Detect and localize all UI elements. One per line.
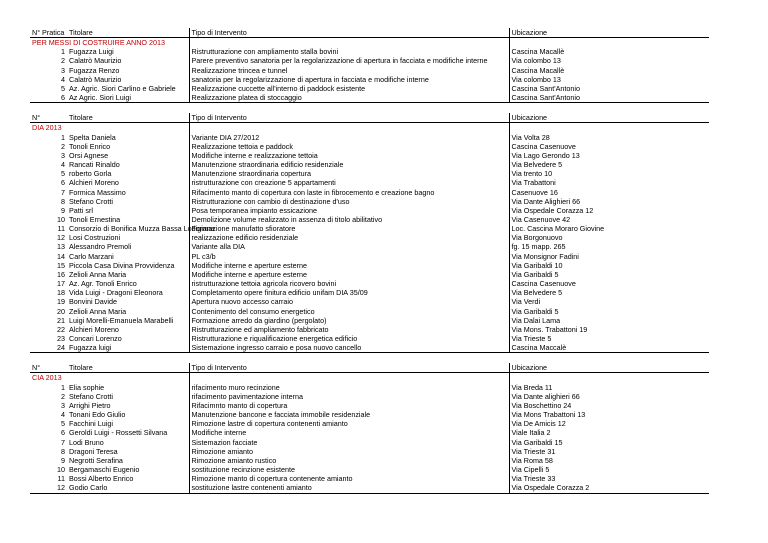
section-1 xyxy=(30,113,709,353)
row-number[interactable]: 7 xyxy=(61,437,65,447)
table-row xyxy=(30,215,709,224)
ubicazione-cell[interactable]: Via Dante Alighieri 66 xyxy=(509,197,709,206)
ubicazione-cell[interactable]: Via Garibaldi 15 xyxy=(509,438,709,447)
intervento-cell[interactable]: Sistemazion facciate xyxy=(189,438,509,447)
intervento-cell[interactable]: Posa temporanea impianto essicazione xyxy=(189,206,509,215)
spreadsheet xyxy=(30,28,709,494)
intervento-cell[interactable]: Variante DIA 27/2012 xyxy=(189,133,509,142)
header-cell: N° xyxy=(30,363,67,373)
titolare-cell[interactable]: Elia sophie xyxy=(69,382,105,392)
table-2 xyxy=(30,363,709,492)
intervento-cell[interactable]: rifacimento pavimentazione interna xyxy=(189,392,509,401)
ubicazione-cell[interactable]: Via Belvedere 5 xyxy=(509,160,709,169)
intervento-cell[interactable]: Manutenzione bancone e facciata immobile residenziale xyxy=(189,410,509,419)
header-cell: Tipo di Intervento xyxy=(189,28,509,38)
empty-cell xyxy=(509,123,709,133)
intervento-cell[interactable]: Ristrutturazione ed ampliamento fabbricato xyxy=(189,325,509,334)
table-row xyxy=(30,474,709,483)
table-row xyxy=(30,419,709,428)
intervento-cell[interactable]: sanatoria per la regolarizzazione di apertura in facciata e modifiche interne xyxy=(189,75,509,84)
intervento-cell[interactable]: Rimozione lastre di copertura contenenti amianto xyxy=(189,419,509,428)
ubicazione-cell[interactable]: Cascina Maccalè xyxy=(509,343,709,352)
row-number[interactable]: 12 xyxy=(57,233,65,243)
empty-cell xyxy=(509,373,709,383)
table-row xyxy=(30,383,709,392)
row-number[interactable]: 5 xyxy=(61,169,65,179)
row-number[interactable]: 23 xyxy=(57,334,65,343)
row-number[interactable]: 4 xyxy=(61,410,65,420)
titolare-cell[interactable]: Orsi Agnese xyxy=(69,150,109,160)
row-number[interactable]: 5 xyxy=(61,83,65,93)
intervento-cell[interactable]: sostituzione lastre contenenti amianto xyxy=(189,483,509,492)
titolare-cell[interactable]: Concari Lorenzo xyxy=(69,334,122,343)
intervento-cell[interactable]: ristrutturazione con creazione 5 appartamenti xyxy=(189,178,509,187)
titolare-cell[interactable]: Alchieri Moreno xyxy=(69,178,119,188)
titolare-cell[interactable]: roberto Gorla xyxy=(69,169,112,179)
titolare-cell[interactable]: Lodi Bruno xyxy=(69,437,104,447)
header-cell: N° Pratica xyxy=(30,28,67,38)
titolare-cell[interactable]: Az Agric. Siori Luigi xyxy=(69,93,131,103)
table-row xyxy=(30,307,709,316)
intervento-cell[interactable]: PL c3/b xyxy=(189,252,509,261)
row-number[interactable]: 3 xyxy=(61,400,65,410)
table-row xyxy=(30,270,709,279)
titolare-cell[interactable]: Losi Costruzioni xyxy=(69,233,121,243)
intervento-cell[interactable]: Ristrutturazione e riqualificazione energetica edificio xyxy=(189,334,509,343)
table-row xyxy=(30,279,709,288)
row-number[interactable]: 18 xyxy=(57,288,65,298)
intervento-cell[interactable]: Modifiche interne e realizzazione tettoia xyxy=(189,151,509,160)
row-number[interactable]: 3 xyxy=(61,150,65,160)
table-row xyxy=(30,169,709,178)
ubicazione-cell[interactable]: Via Volta 28 xyxy=(509,133,709,142)
titolare-cell[interactable]: Dragoni Teresa xyxy=(69,446,118,456)
titolare-cell[interactable]: Consorzio di Bonifica Muzza Bassa Lodigiana xyxy=(69,224,215,234)
ubicazione-cell[interactable]: Via Ospedale Corazza 2 xyxy=(509,483,709,492)
intervento-cell[interactable]: Manutenzione straordinaria edificio residenziale xyxy=(189,160,509,169)
titolare-cell[interactable]: Tonoli Enrico xyxy=(69,141,111,151)
titolare-cell[interactable]: Az. Agr. Tonoli Enrico xyxy=(69,279,137,289)
row-number[interactable]: 6 xyxy=(61,428,65,438)
ubicazione-cell[interactable]: Via Mons. Trabattoni 19 xyxy=(509,325,709,334)
titolare-cell[interactable]: Fugazza Luigi xyxy=(69,47,114,57)
ubicazione-cell[interactable]: fg. 15 mapp. 265 xyxy=(509,242,709,251)
row-number[interactable]: 16 xyxy=(57,269,65,279)
titolare-cell[interactable]: Piccola Casa Divina Provvidenza xyxy=(69,260,175,270)
ubicazione-cell[interactable]: Casenuove 16 xyxy=(509,188,709,197)
titolare-cell[interactable]: Calatrò Maurizio xyxy=(69,56,122,66)
row-number[interactable]: 2 xyxy=(61,391,65,401)
intervento-cell[interactable]: Realizzazione tettoia e paddock xyxy=(189,142,509,151)
section-0 xyxy=(30,28,709,103)
titolare-cell[interactable]: Zelioli Anna Maria xyxy=(69,269,127,279)
table-row xyxy=(30,56,709,65)
row-number[interactable]: 8 xyxy=(61,196,65,206)
ubicazione-cell[interactable]: Cascina Sant'Antonio xyxy=(509,93,709,102)
row-number[interactable]: 19 xyxy=(57,297,65,307)
table-row xyxy=(30,75,709,84)
ubicazione-cell[interactable]: Via Dante alighieri 66 xyxy=(509,392,709,401)
row-number[interactable]: 17 xyxy=(57,279,65,289)
ubicazione-cell[interactable]: Via Garibaldi 5 xyxy=(509,270,709,279)
header-cell: Ubicazione xyxy=(509,363,709,373)
titolare-cell[interactable]: Fugazza luigi xyxy=(69,343,112,353)
table-row xyxy=(30,334,709,343)
table-row xyxy=(30,456,709,465)
table-row xyxy=(30,392,709,401)
row-number[interactable]: 15 xyxy=(57,260,65,270)
ubicazione-cell[interactable]: Via Trabattoni xyxy=(509,178,709,187)
titolare-cell[interactable]: Formica Massimo xyxy=(69,187,126,197)
header-cell: Ubicazione xyxy=(509,28,709,38)
intervento-cell[interactable]: sostituzione recinzione esistente xyxy=(189,465,509,474)
table-row xyxy=(30,206,709,215)
ubicazione-cell[interactable]: Via Borgonuovo xyxy=(509,233,709,242)
ubicazione-cell[interactable]: Via Casenuove 42 xyxy=(509,215,709,224)
intervento-cell[interactable]: Ristrutturazione con ampliamento stalla bovini xyxy=(189,47,509,56)
ubicazione-cell[interactable]: Via trento 10 xyxy=(509,169,709,178)
ubicazione-cell[interactable]: Via Ospedale Corazza 12 xyxy=(509,206,709,215)
intervento-cell[interactable]: Contenimento del consumo energetico xyxy=(189,307,509,316)
header-cell: Titolare xyxy=(67,113,189,123)
row-number[interactable]: 14 xyxy=(57,251,65,261)
intervento-cell[interactable]: Realizzazione cuccette all'interno di paddock esistente xyxy=(189,84,509,93)
intervento-cell[interactable]: ristrutturazione tettoia agricola ricovero bovini xyxy=(189,279,509,288)
intervento-cell[interactable]: Rifacimnto manto di copertura xyxy=(189,401,509,410)
titolare-cell[interactable]: Spelta Daniela xyxy=(69,132,116,142)
row-number[interactable]: 22 xyxy=(57,324,65,334)
titolare-cell[interactable]: Patti srl xyxy=(69,205,93,215)
table-row xyxy=(30,47,709,56)
intervento-cell[interactable]: Rimozione manto di copertura contenente amianto xyxy=(189,474,509,483)
ubicazione-cell[interactable]: Via Trieste 33 xyxy=(509,474,709,483)
row-number[interactable]: 6 xyxy=(61,93,65,103)
titolare-cell[interactable]: Negrotti Serafina xyxy=(69,455,123,465)
row-number[interactable]: 4 xyxy=(61,74,65,84)
ubicazione-cell[interactable]: Via Garibaldi 5 xyxy=(509,307,709,316)
table-row xyxy=(30,242,709,251)
intervento-cell[interactable]: Ristrutturazione con cambio di destinazione d'uso xyxy=(189,197,509,206)
intervento-cell[interactable]: Realizzazione platea di stoccaggio xyxy=(189,93,509,102)
intervento-cell[interactable]: rifacimento muro recinzione xyxy=(189,383,509,392)
intervento-cell[interactable]: Modifiche interne e aperture esterne xyxy=(189,270,509,279)
row-number[interactable]: 1 xyxy=(61,47,65,57)
titolare-cell[interactable]: Facchini Luigi xyxy=(69,419,113,429)
ubicazione-cell[interactable]: Via colombo 13 xyxy=(509,56,709,65)
row-number[interactable]: 1 xyxy=(61,382,65,392)
ubicazione-cell[interactable]: Via Mons Trabattoni 13 xyxy=(509,410,709,419)
titolare-cell[interactable]: Fugazza Renzo xyxy=(69,65,120,75)
table-row xyxy=(30,151,709,160)
table-row xyxy=(30,178,709,187)
titolare-cell[interactable]: Alessandro Premoli xyxy=(69,242,132,252)
section-2 xyxy=(30,363,709,493)
table-row xyxy=(30,197,709,206)
header-cell: Tipo di Intervento xyxy=(189,363,509,373)
table-row xyxy=(30,93,709,102)
table-row xyxy=(30,447,709,456)
titolare-cell[interactable]: Tonani Edo Giulio xyxy=(69,410,126,420)
empty-cell xyxy=(189,373,509,383)
row-number[interactable]: 9 xyxy=(61,205,65,215)
row-number[interactable]: 1 xyxy=(61,132,65,142)
ubicazione-cell[interactable]: Via Lago Gerondo 13 xyxy=(509,151,709,160)
row-number[interactable]: 10 xyxy=(57,214,65,224)
table-row xyxy=(30,224,709,233)
ubicazione-cell[interactable]: Via Dalai Lama xyxy=(509,316,709,325)
row-number[interactable]: 24 xyxy=(57,343,65,353)
titolare-cell[interactable]: Az. Agric. Siori Carlino e Gabriele xyxy=(69,83,176,93)
row-number[interactable]: 2 xyxy=(61,141,65,151)
table-row xyxy=(30,438,709,447)
row-number[interactable]: 5 xyxy=(61,419,65,429)
table-row xyxy=(30,410,709,419)
ubicazione-cell[interactable]: Via Boschettino 24 xyxy=(509,401,709,410)
intervento-cell[interactable]: Rimozione amianto rustico xyxy=(189,456,509,465)
intervento-cell[interactable]: Realizzazione trincea e tunnel xyxy=(189,66,509,75)
ubicazione-cell[interactable]: Via Trieste 5 xyxy=(509,334,709,343)
intervento-cell[interactable]: Formazione manufatto sfioratore xyxy=(189,224,509,233)
intervento-cell[interactable]: realizzazione edificio residenziale xyxy=(189,233,509,242)
titolare-cell[interactable]: Zelioli Anna Maria xyxy=(69,306,127,316)
intervento-cell[interactable]: Apertura nuovo accesso carraio xyxy=(189,297,509,306)
ubicazione-cell[interactable]: Cascina Casenuove xyxy=(509,142,709,151)
titolare-cell[interactable]: Geroldi Luigi - Rossetti Silvana xyxy=(69,428,168,438)
empty-cell xyxy=(189,38,509,48)
ubicazione-cell[interactable]: Cascina Casenuove xyxy=(509,279,709,288)
table-row xyxy=(30,133,709,142)
ubicazione-cell[interactable]: Cascina Sant'Antonio xyxy=(509,84,709,93)
table-row xyxy=(30,401,709,410)
row-number[interactable]: 4 xyxy=(61,160,65,170)
intervento-cell[interactable]: Modifiche interne e aperture esterne xyxy=(189,261,509,270)
table-row xyxy=(30,325,709,334)
intervento-cell[interactable]: Completamento opere finitura edificio unifam DIA 35/09 xyxy=(189,288,509,297)
ubicazione-cell[interactable]: Via Roma 58 xyxy=(509,456,709,465)
intervento-cell[interactable]: Rifacimento manto di copertura con laste in fibrocemento e creazione bagno xyxy=(189,188,509,197)
row-number[interactable]: 13 xyxy=(57,242,65,252)
row-number[interactable]: 21 xyxy=(57,315,65,325)
titolare-cell[interactable]: Bergamaschi Eugenio xyxy=(69,465,140,475)
table-1 xyxy=(30,113,709,352)
row-number[interactable]: 12 xyxy=(57,483,65,493)
ubicazione-cell[interactable]: Via De Amicis 12 xyxy=(509,419,709,428)
table-row xyxy=(30,233,709,242)
header-cell: Titolare xyxy=(67,28,189,38)
titolare-cell[interactable]: Carlo Marzani xyxy=(69,251,114,261)
row-number[interactable]: 3 xyxy=(61,65,65,75)
ubicazione-cell[interactable]: Viale Italia 2 xyxy=(509,428,709,437)
titolare-cell[interactable]: Calatrò Maurizio xyxy=(69,74,122,84)
ubicazione-cell[interactable]: Via Cipelli 5 xyxy=(509,465,709,474)
intervento-cell[interactable]: Manutenzione straordinaria copertura xyxy=(189,169,509,178)
row-number[interactable]: 7 xyxy=(61,187,65,197)
ubicazione-cell[interactable]: Cascina Macallè xyxy=(509,66,709,75)
titolare-cell[interactable]: Arrighi Pietro xyxy=(69,400,111,410)
titolare-cell[interactable]: Luigi Morelli-Emanuela Marabelli xyxy=(69,315,174,325)
titolare-cell[interactable]: Stefano Crotti xyxy=(69,391,113,401)
table-row xyxy=(30,297,709,306)
ubicazione-cell[interactable]: Via Belvedere 5 xyxy=(509,288,709,297)
intervento-cell[interactable]: Modifiche interne xyxy=(189,428,509,437)
ubicazione-cell[interactable]: Via Verdi xyxy=(509,297,709,306)
section-label: CIA 2013 xyxy=(32,373,62,383)
ubicazione-cell[interactable]: Via Breda 11 xyxy=(509,383,709,392)
intervento-cell[interactable]: Variante alla DIA xyxy=(189,242,509,251)
row-number[interactable]: 6 xyxy=(61,178,65,188)
row-number[interactable]: 8 xyxy=(61,446,65,456)
row-number[interactable]: 20 xyxy=(57,306,65,316)
intervento-cell[interactable]: Demolizione volume realizzato in assenza di titolo abilitativo xyxy=(189,215,509,224)
row-number[interactable]: 11 xyxy=(57,224,65,234)
intervento-cell[interactable]: Formazione arredo da giardino (pergolato) xyxy=(189,316,509,325)
header-cell: Titolare xyxy=(67,363,189,373)
table-row xyxy=(30,160,709,169)
table-row xyxy=(30,343,709,352)
table-row xyxy=(30,288,709,297)
ubicazione-cell[interactable]: Loc. Cascina Moraro Giovine xyxy=(509,224,709,233)
ubicazione-cell[interactable]: Via colombo 13 xyxy=(509,75,709,84)
ubicazione-cell[interactable]: Via Monsignor Fadini xyxy=(509,252,709,261)
table-row xyxy=(30,428,709,437)
titolare-cell[interactable]: Godio Carlo xyxy=(69,483,108,493)
table-row xyxy=(30,66,709,75)
titolare-cell[interactable]: Rancati Rinaldo xyxy=(69,160,120,170)
ubicazione-cell[interactable]: Via Garibaldi 10 xyxy=(509,261,709,270)
titolare-cell[interactable]: Stefano Crotti xyxy=(69,196,113,206)
titolare-cell[interactable]: Vida Luigi - Dragoni Eleonora xyxy=(69,288,163,298)
row-number[interactable]: 10 xyxy=(57,465,65,475)
section-label: DIA 2013 xyxy=(32,123,62,133)
titolare-cell[interactable]: Tonoli Ernestina xyxy=(69,214,121,224)
table-row xyxy=(30,483,709,492)
header-cell: Ubicazione xyxy=(509,113,709,123)
section-label: PER MESSI DI COSTRUIRE ANNO 2013 xyxy=(32,38,166,48)
table-row xyxy=(30,142,709,151)
empty-cell xyxy=(189,123,509,133)
intervento-cell[interactable]: Sistemazione ingresso carraio e posa nuovo cancello xyxy=(189,343,509,352)
row-number[interactable]: 11 xyxy=(57,474,65,484)
table-row xyxy=(30,252,709,261)
titolare-cell[interactable]: Bossi Alberto Enrico xyxy=(69,474,134,484)
table-row xyxy=(30,465,709,474)
header-cell: N° xyxy=(30,113,67,123)
ubicazione-cell[interactable]: Via Trieste 31 xyxy=(509,447,709,456)
titolare-cell[interactable]: Bonvini Davide xyxy=(69,297,117,307)
titolare-cell[interactable]: Alchieri Moreno xyxy=(69,324,119,334)
row-number[interactable]: 9 xyxy=(61,455,65,465)
table-row xyxy=(30,188,709,197)
table-row xyxy=(30,261,709,270)
table-row xyxy=(30,316,709,325)
empty-cell xyxy=(509,38,709,48)
intervento-cell[interactable]: Parere preventivo sanatoria per la regolarizzazione di apertura in facciata e modifiche interne xyxy=(189,56,509,65)
row-number[interactable]: 2 xyxy=(61,56,65,66)
table-0 xyxy=(30,28,709,102)
table-row xyxy=(30,84,709,93)
header-cell: Tipo di Intervento xyxy=(189,113,509,123)
intervento-cell[interactable]: Rimozione amianto xyxy=(189,447,509,456)
ubicazione-cell[interactable]: Cascina Macallè xyxy=(509,47,709,56)
